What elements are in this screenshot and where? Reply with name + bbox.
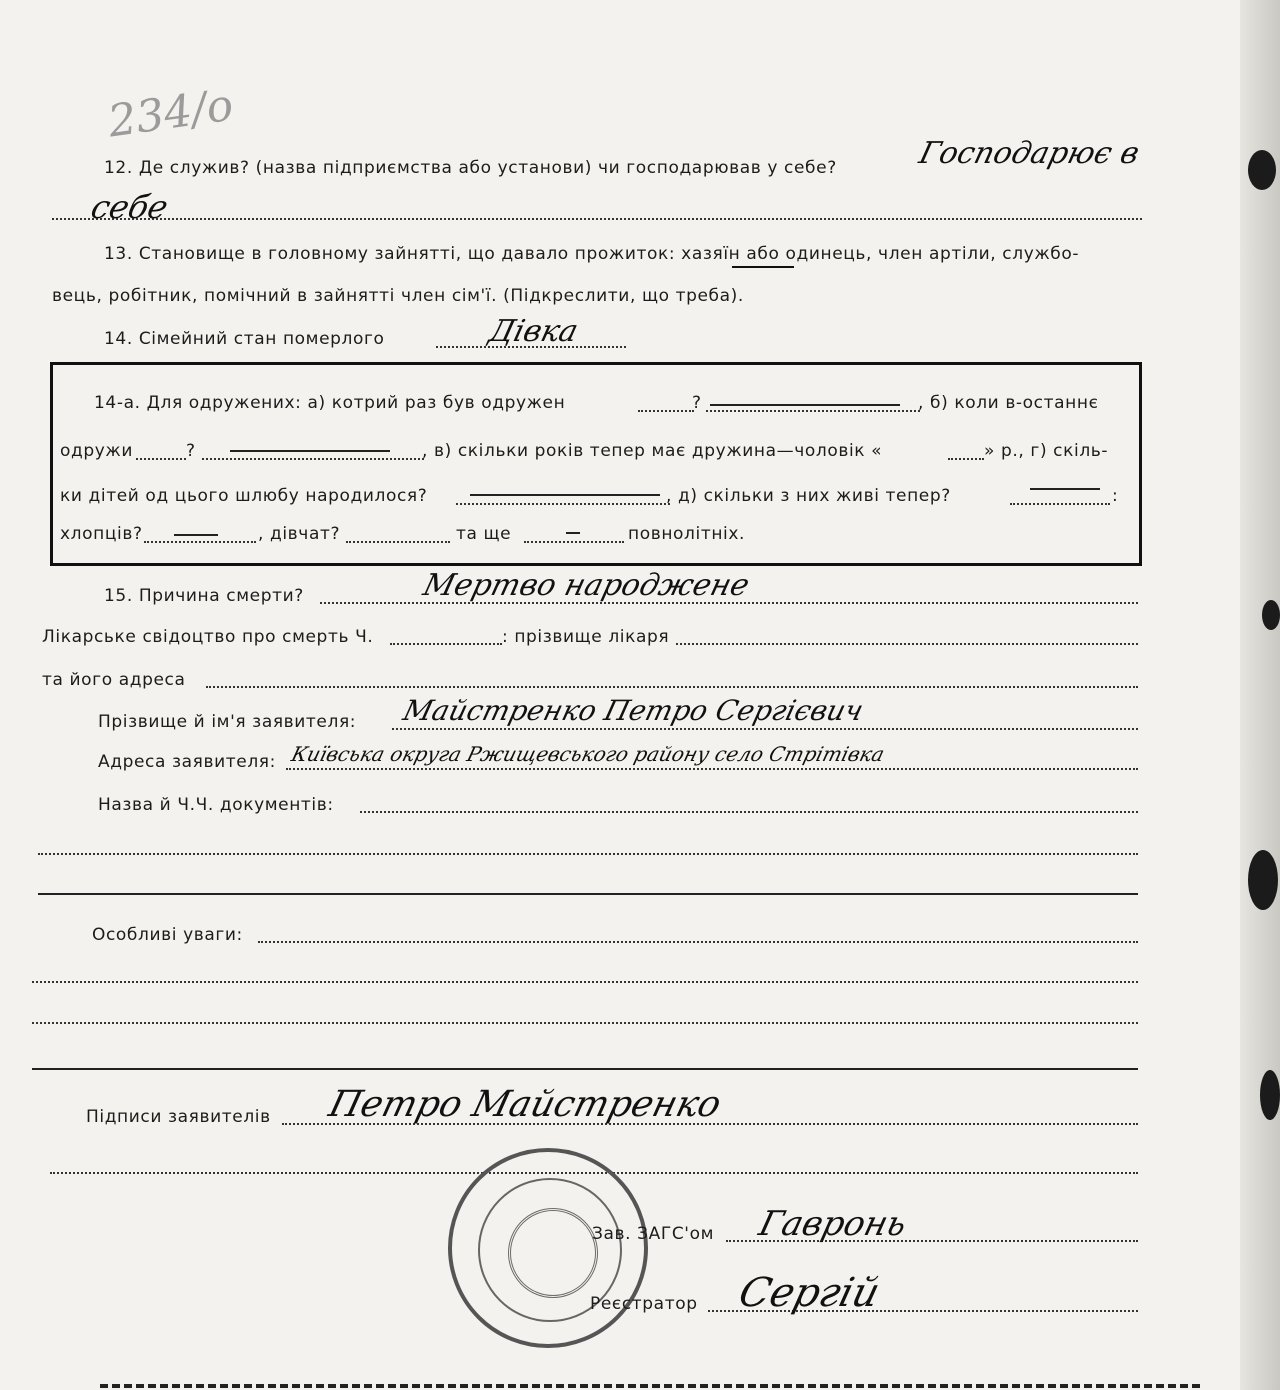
registrar-signature: Сергій	[734, 1270, 885, 1316]
dotted-line	[392, 728, 1138, 730]
q14a-line4-c: та ще	[456, 524, 512, 544]
dotted-line	[1010, 503, 1110, 505]
q14a-line2-d: » р., г) скіль-	[984, 441, 1109, 461]
q14a-line3-b: , д) скільки з них живі тепер?	[666, 486, 951, 506]
dotted-line	[202, 458, 424, 460]
edge-damage	[1248, 150, 1276, 190]
applicant-name-label: Прізвище й ім'я заявителя:	[98, 712, 357, 732]
dotted-line	[638, 410, 694, 412]
q14a-line4-d: повнолітніх.	[628, 524, 746, 544]
applicant-address-answer: Київська округа Ржищевського району село Стрітівка	[289, 742, 887, 766]
dash-mark	[230, 450, 390, 452]
q12-answer-1: Господарює в	[915, 136, 1143, 171]
dotted-line	[456, 503, 670, 505]
q14-answer: Дівка	[485, 314, 582, 349]
q12-line	[52, 218, 1142, 220]
bottom-edge-rule	[100, 1384, 1200, 1388]
dotted-line	[258, 941, 1138, 943]
dotted-line	[676, 643, 1138, 645]
dotted-line	[360, 811, 1138, 813]
applicant-name-answer: Майстренко Петро Сергієвич	[399, 694, 867, 727]
dotted-line	[346, 541, 450, 543]
doctor-address-label: та його адреса	[42, 670, 186, 690]
dotted-line	[524, 541, 624, 543]
q14a-line2-c: , в) скільки років тепер має дружина—чоловік «	[422, 441, 883, 461]
dash-mark	[1030, 488, 1100, 490]
q12-label: 12. Де служив? (назва підприємства або установи) чи господарював у себе?	[104, 158, 837, 178]
dotted-line	[38, 853, 1138, 855]
dotted-line	[32, 981, 1138, 983]
q13-line1: 13. Становище в головному зайнятті, що давало прожиток: хазяїн або одинець, член артіли, службо-	[104, 244, 1080, 264]
dash-mark	[174, 534, 218, 536]
registrar-label: Реєстратор	[590, 1294, 698, 1314]
section-rule	[38, 893, 1138, 895]
q12-answer-2: себе	[87, 188, 173, 226]
q14a-line1-c: , б) коли в-останнє	[918, 393, 1099, 413]
section-rule	[32, 1068, 1138, 1070]
signatures-label: Підписи заявителів	[86, 1107, 271, 1127]
q15-label: 15. Причина смерти?	[104, 586, 304, 606]
q14a-line3-c: :	[1112, 486, 1119, 506]
notes-label: Особливі уваги:	[92, 925, 243, 945]
dotted-line	[32, 1022, 1138, 1024]
applicant-signature: Петро Майстренко	[324, 1084, 726, 1125]
q14a-line2-a: одружи	[60, 441, 133, 461]
page-edge	[1240, 0, 1280, 1390]
q14a-line4-b: , дівчат?	[258, 524, 341, 544]
q14a-line3-a: ки дітей од цього шлюбу народилося?	[60, 486, 428, 506]
dash-mark	[566, 532, 580, 534]
documents-label: Назва й Ч.Ч. документів:	[98, 795, 334, 815]
dotted-line	[136, 458, 186, 460]
dotted-line	[390, 643, 502, 645]
medical-label: Лікарське свідоцтво про смерть Ч.	[42, 627, 374, 647]
zags-label: Зав. ЗАГС'ом	[592, 1224, 715, 1244]
q14-label: 14. Сімейний стан померлого	[104, 329, 385, 349]
q14a-line4-a: хлопців?	[60, 524, 143, 544]
q13-selected-underline	[732, 266, 794, 268]
edge-damage	[1248, 850, 1278, 910]
q15-answer: Мертво народжене	[419, 568, 753, 603]
stamp-emblem	[508, 1208, 598, 1298]
dotted-line	[144, 541, 256, 543]
zags-signature: Гавронь	[755, 1204, 911, 1244]
q13-line2: вець, робітник, помічний в зайнятті член сім'ї. (Підкреслити, що треба).	[52, 286, 744, 306]
official-stamp	[448, 1148, 648, 1348]
applicant-address-label: Адреса заявителя:	[98, 752, 276, 772]
edge-damage	[1262, 600, 1280, 630]
doctor-label: : прізвище лікаря	[502, 627, 670, 647]
dotted-line	[206, 686, 1138, 688]
q14a-line1-a: 14-а. Для одружених: а) котрий раз був одружен	[94, 393, 566, 413]
dash-mark	[470, 494, 660, 496]
q14a-line2-b: ?	[186, 441, 196, 461]
dash-mark	[710, 404, 900, 406]
dotted-line	[706, 410, 920, 412]
q14a-line1-b: ?	[692, 393, 702, 413]
edge-damage	[1260, 1070, 1280, 1120]
archive-number: 234/o	[105, 79, 237, 148]
dotted-line	[286, 768, 1138, 770]
dotted-line	[948, 458, 984, 460]
